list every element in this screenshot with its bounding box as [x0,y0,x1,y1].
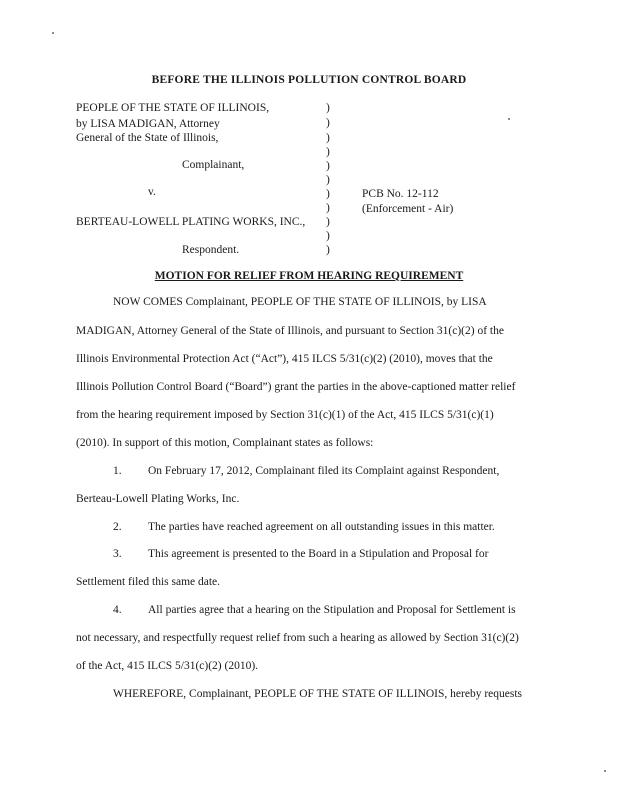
intro-line: Illinois Environmental Protection Act (“Act”), 415 ILCS 5/31(c)(2) (2010), moves that the [76,353,493,365]
item-line: On February 17, 2012, Complainant filed its Complaint against Respondent, [148,465,500,477]
caption-respondent-name: BERTEAU-LOWELL PLATING WORKS, INC., [76,216,306,228]
intro-line: NOW COMES Complainant, PEOPLE OF THE STATE OF ILLINOIS, by LISA [113,296,487,308]
caption-versus: v. [148,186,156,198]
caption-paren: ) [326,188,330,200]
caption-paren: ) [326,102,330,114]
case-number: PCB No. 12-112 [362,188,439,200]
scan-speck [52,32,54,34]
wherefore-line: WHEREFORE, Complainant, PEOPLE OF THE STATE OF ILLINOIS, hereby requests [113,688,522,700]
caption-paren: ) [326,160,330,172]
caption-paren: ) [326,117,330,129]
intro-line: Illinois Pollution Control Board (“Board”) grant the parties in the above-captioned matter relief [76,381,516,393]
intro-line: (2010). In support of this motion, Complainant states as follows: [76,437,374,449]
caption-paren: ) [326,174,330,186]
caption-paren: ) [326,202,330,214]
item-line: not necessary, and respectfully request relief from such a hearing as allowed by Section 31(c)(2) [76,632,519,644]
item-line: Settlement filed this same date. [76,576,221,588]
caption-complainant-label: Complainant, [182,159,245,171]
caption-paren: ) [326,244,330,256]
item-line: of the Act, 415 ILCS 5/31(c)(2) (2010). [76,660,259,672]
item-number: 2. [113,521,122,533]
caption-paren: ) [326,230,330,242]
scan-speck [604,770,606,772]
intro-line: MADIGAN, Attorney General of the State of Illinois, and pursuant to Section 31(c)(2) of the [76,325,504,337]
scan-speck [508,118,510,120]
item-number: 1. [113,465,122,477]
item-number: 4. [113,604,122,616]
motion-title: MOTION FOR RELIEF FROM HEARING REQUIREMENT [154,270,464,282]
item-line: Berteau-Lowell Plating Works, Inc. [76,493,240,505]
item-number: 3. [113,548,122,560]
caption-respondent-label: Respondent. [182,244,240,256]
caption-plaintiff-line-2: by LISA MADIGAN, Attorney [76,118,220,130]
item-line: All parties agree that a hearing on the Stipulation and Proposal for Settlement is [148,604,516,616]
caption-paren: ) [326,146,330,158]
caption-plaintiff-line-3: General of the State of Illinois, [76,132,219,144]
caption-paren: ) [326,216,330,228]
case-type: (Enforcement - Air) [362,203,454,215]
caption-plaintiff-line-1: PEOPLE OF THE STATE OF ILLINOIS, [76,102,270,114]
item-line: This agreement is presented to the Board in a Stipulation and Proposal for [148,548,489,560]
board-heading: BEFORE THE ILLINOIS POLLUTION CONTROL BOARD [151,74,467,86]
item-line: The parties have reached agreement on all outstanding issues in this matter. [148,521,495,533]
intro-line: from the hearing requirement imposed by Section 31(c)(1) of the Act, 415 ILCS 5/31(c)(1) [76,409,494,421]
caption-paren: ) [326,132,330,144]
